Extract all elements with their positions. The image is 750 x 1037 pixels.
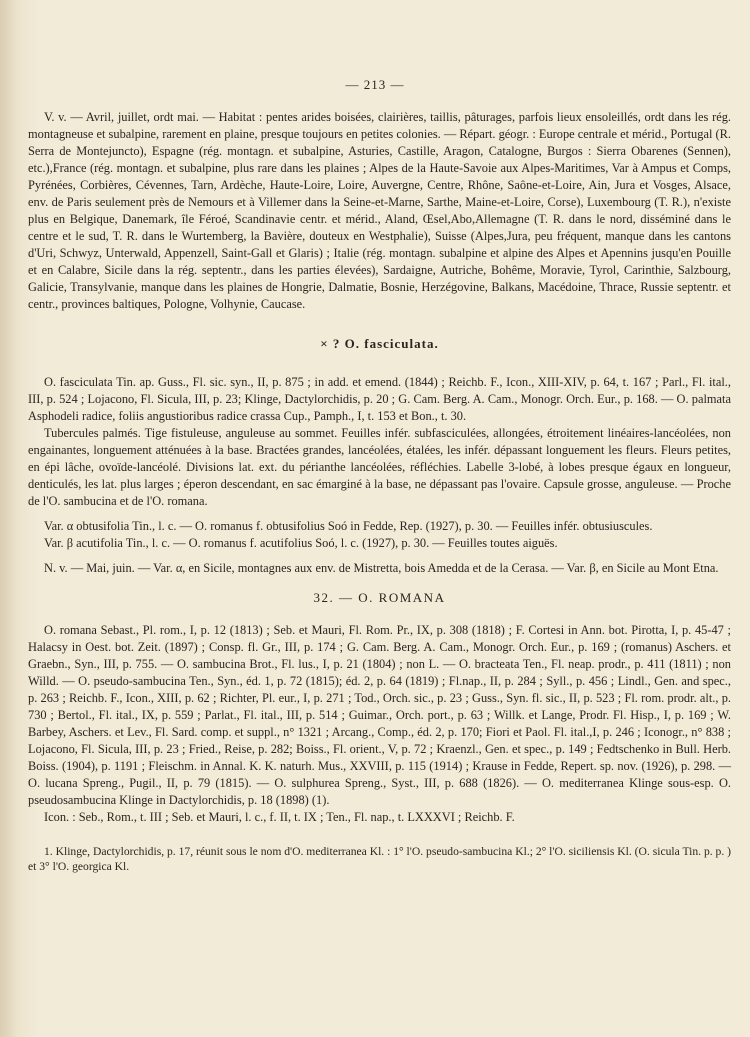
paragraph-habitat: V. v. — Avril, juillet, ordt mai. — Habitat : pentes arides boisées, clairières, taillis, pâturages, parfois lieux ensoleillés, ordt dans les rég. montagneuse et subalpine, rarement en plaine, presque toujours en petites colonies. — Répart. géogr. : Europe centrale et mérid., Portugal (R. Serra de Montejuncto), Espagne (rég. montagn. et subalpine, Asturies, Castille, Aragon, Catalogne, Burgos : Sierra Obarenes (Sennen), etc.),France (rég. montagn. et subalpine, plus rare dans les plaines ; Alpes de la Haute-Savoie aux Alpes-Maritimes, Var à Ampus et Comps, Pyrénées, Corbières, Cévennes, Tarn, Ardèche, Haute-Loire, Loire, Auvergne, Centre, Rhône, Saône-et-Loire, Ain, Jura et Vosges, Alsace, env. de Paris seulement près de Nemours et à Villemer dans la Seine-et-Marne, Sarthe, Maine-et-Loire, Corse), Luxembourg (T. R.), n'existe plus en Belgique, Danemark, île Féroé, Scandinavie centr. et mérid., Aland, Œsel,Abo,Allemagne (T. R. dans le nord, disséminé dans le centre et le sud, T. R. dans le Wurtemberg, la Bavière, douteux en Westphalie), Suisse (Alpes,Jura, peu fréquent, manque dans les cantons d'Uri, Schwyz, Unterwald, Appenzell, Saint-Gall et Glaris) ; Italie (rég. montagn. subalpine et alpine des Alpes et Apennins jusqu'en Pouille et en Calabre, Sicile dans la rég. septentr., dans les parties élevées), Sardaigne, Autriche, Bohême, Moravie, Tyrol, Carinthie, Salzbourg, Galicie, Transylvanie, manque dans les plaines de Hongrie, Dalmatie, Bosnie, Herzégovine, Balkans, Macédoine, Thrace, Russie septentr. et centr., provinces baltiques, Pologne, Volhynie, Caucase. — [28, 110, 731, 311]
page-body — [28, 72, 731, 874]
paragraph-nv-fasciculata: N. v. — Mai, juin. — Var. α, en Sicile, montagnes aux env. de Mistretta, bois Amedda et de la Cerasa. — Var. β, en Sicile au Mont Etna. — [44, 561, 719, 575]
paragraph-icon-romana: Icon. : Seb., Rom., t. III ; Seb. et Mauri, l. c., f. II, t. IX ; Ten., Fl. nap., t. LXXXVI ; Reichb. F. — [44, 810, 515, 824]
paragraph-description-fasciculata: Tubercules palmés. Tige fistuleuse, anguleuse au sommet. Feuilles infér. subfasciculées, allongées, étroitement linéaires-lancéolées, non engainantes, longuement atténuées à la base. Bractées grandes, lancéolées, étalées, les infér. dépassant longuement les fleurs. Fleurs petites, en épi lâche, ovoïde-lancéolé. Divisions lat. ext. du périanthe lancéolées, réfléchies. Labelle 3-lobé, à lobes presque égaux en longueur, denticulés, les lat. plus larges ; éperon descendant, en sac émarginé à la base, ne dépassant pas l'ovaire. Capsule grosse, anguleuse. — Proche de l'O. sambucina et de l'O. romana. — [28, 426, 731, 508]
paragraph-synonymy-romana: O. romana Sebast., Pl. rom., I, p. 12 (1813) ; Seb. et Mauri, Fl. Rom. Pr., IX, p. 308 (1818) ; F. Cortesi in Ann. bot. Pirotta, I, p. 45-47 ; Halacsy in Oest. bot. Zeit. (1897) ; Consp. fl. Gr., III, p. 174 ; G. Cam. Berg. A. Cam., Monogr. Orch. Eur., p. 169 ; (romanus) Aschers. et Graebn., Syn., III, p. 755. — O. sambucina Brot., Fl. lus., I, p. 21 (1804) ; non L. — O. bracteata Ten., Fl. neap. prodr., p. 411 (1811) ; non Willd. — O. pseudo-sambucina Ten., Syn., éd. 1, p. 72 (1815); éd. 2, p. 64 (1819) ; Fl.nap., II, p. 284 ; Syll., p. 456 ; Lindl., Gen. and spec., p. 263 ; Reichb. F., Icon., XIII, p. 62 ; Richter, Pl. eur., I, p. 271 ; Tod., Orch. sic., p. 23 ; Guss., Syn. fl. sic., II, p. 523 ; Fl. rom. prodr. alt., p. 730 ; Bertol., Fl. ital., IX, p. 559 ; Parlat., Fl. ital., III, p. 514 ; Guimar., Orch. port., p. 63 ; Willk. et Lange, Prodr. Fl. Hisp., I, p. 169 ; W. Barbey, Aschers. et Lev., Fl. Sard. comp. et suppl., n° 1321 ; Arcang., Comp., éd. 2, p. 170; Fiori et Paol. Fl. ital.,I, p. 246 ; Iconogr., n° 838 ; Lojacono, Fl. Sicula, III, p. 23 ; Fried., Reise, p. 282; Boiss., Fl. orient., V, p. 72 ; Kraenzl., Gen. et spec., p. 149 ; Fedtschenko in Bull. Herb. Boiss. (1904), p. 1191 ; Fleischm. in Annal. K. K. naturh. Mus., XXVIII, p. 115 (1914) ; Krause in Fedde, Repert. sp. nov. (1926), p. 298. — O. lucana Spreng., Pugil., II, p. 79 (1815). — O. sulphurea Spreng., Syst., III, p. 688 (1826). — O. mediterranea Klinge sous-esp. O. pseudosambucina Klinge in Dactylorchidis, p. 18 (1898) (1). — [28, 623, 731, 807]
page-number: — 213 — — [345, 77, 405, 92]
section-heading-fasciculata: × ? O. fasciculata. — [320, 336, 439, 351]
paragraph-synonymy-fasciculata: O. fasciculata Tin. ap. Guss., Fl. sic. syn., II, p. 875 ; in add. et emend. (1844) ; Reichb. F., Icon., XIII-XIV, p. 64, t. 167 ; Parl., Fl. ital., III, p. 524 ; Lojacono, Fl. Sicula, III, p. 23; Klinge, Dactylorchidis, p. 20 ; G. Cam. Berg. A. Cam., Monogr. Orch. Eur., p. 168. — O. palmata Asphodeli radice, foliis angustioribus radice crassa Cup., Pamph., I, t. 153 et Bon., t. 30. — [28, 375, 731, 423]
footnote: 1. Klinge, Dactylorchidis, p. 17, réunit sous le nom d'O. mediterranea Kl. : 1° l'O. pseudo-sambucina Kl.; 2° l'O. siciliensis Kl. (O. sicula Tin. p. p. ) et 3° l'O. georgica Kl. — [28, 845, 731, 873]
section-heading-romana: 32. — O. ROMANA — [313, 590, 446, 605]
paragraph-var-acutifolia: Var. β acutifolia Tin., l. c. — O. romanus f. acutifolius Soó, l. c. (1927), p. 30. — Feuilles toutes aiguës. — [44, 536, 558, 550]
paragraph-var-obtusifolia: Var. α obtusifolia Tin., l. c. — O. romanus f. obtusifolius Soó in Fedde, Rep. (1927), p. 30. — Feuilles infér. obtusiuscules. — [44, 519, 653, 533]
